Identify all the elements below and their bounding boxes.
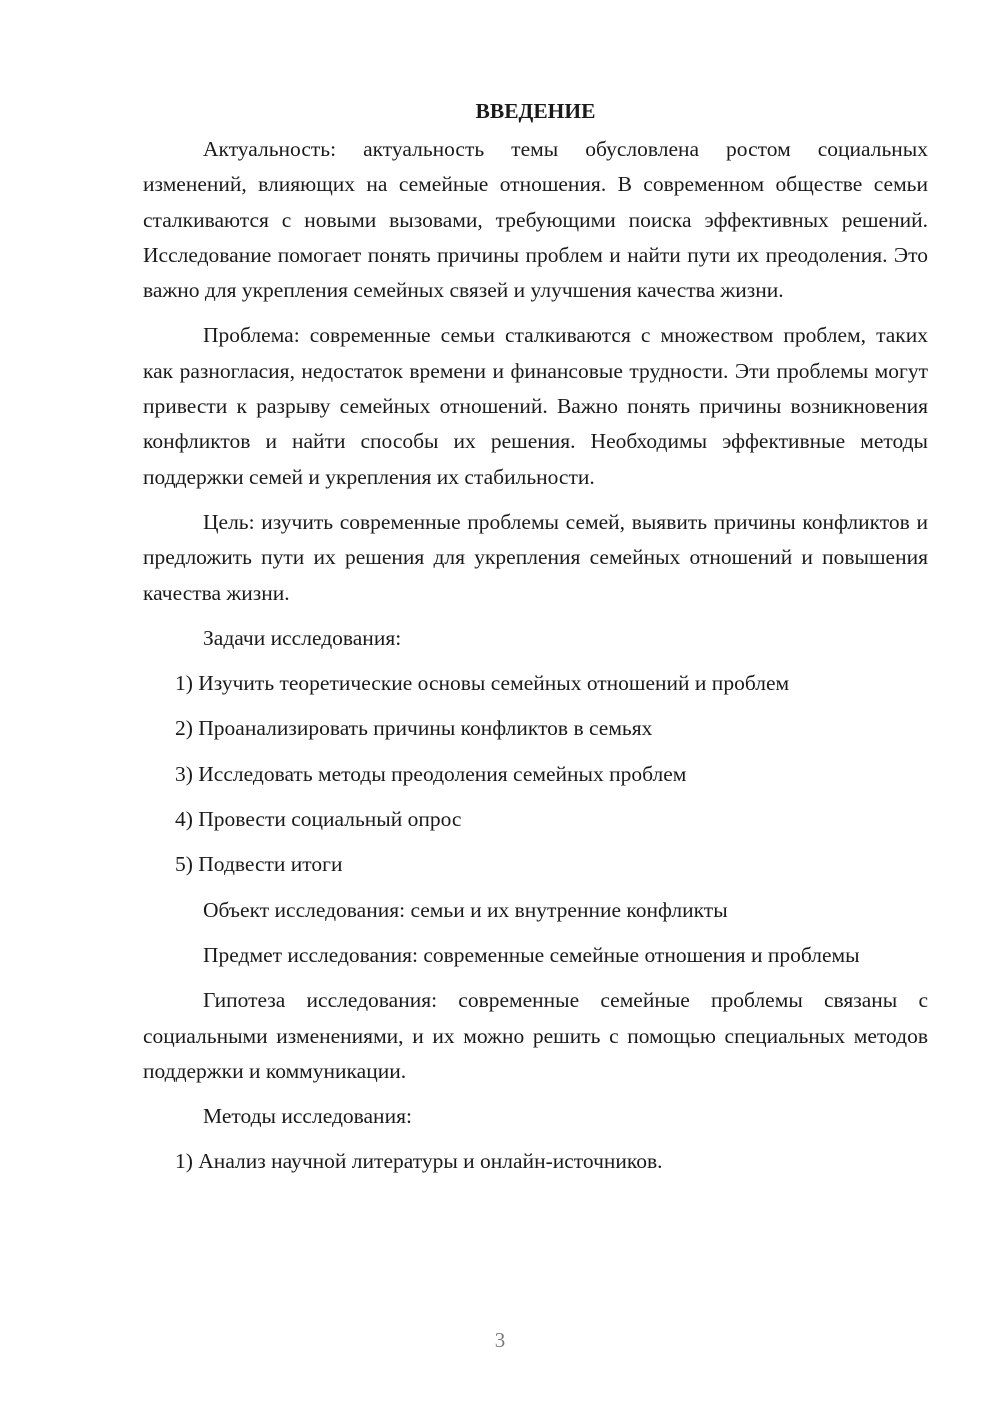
task-item: 3) Исследовать методы преодоления семейных проблем [175,761,687,786]
task-item: 2) Проанализировать причины конфликтов в семьях [175,716,653,741]
document-page [143,90,928,1180]
problem-paragraph: Проблема: современные семьи сталкиваются с множеством проблем, таких как разногласия, недостаток времени и финансовые трудности. Эти проблемы могут привести к разрыву семейных отношений. Важно понять причины возникновения конфликтов и найти способы их решения. Необходимы эффективные методы поддержки семей и укрепления их стабильности. [143,323,928,489]
hypothesis-paragraph: Гипотеза исследования: современные семейные проблемы связаны с социальными изменениями, и их можно решить с помощью специальных методов поддержки и коммуникации. [143,988,928,1083]
task-item: 1) Изучить теоретические основы семейных отношений и проблем [175,671,790,696]
task-item: 4) Провести социальный опрос [175,807,462,832]
subject-paragraph: Предмет исследования: современные семейные отношения и проблемы [203,942,860,967]
method-item: 1) Анализ научной литературы и онлайн-источников. [175,1149,663,1174]
methods-heading: Методы исследования: [203,1104,412,1129]
page-number: 3 [494,1328,506,1352]
object-paragraph: Объект исследования: семьи и их внутренние конфликты [203,897,728,922]
task-item: 5) Подвести итоги [175,852,343,877]
goal-paragraph: Цель: изучить современные проблемы семей, выявить причины конфликтов и предложить пути их решения для укрепления семейных отношений и повышения качества жизни. [143,509,928,605]
tasks-heading: Задачи исследования: [203,625,402,650]
section-title: ВВЕДЕНИЕ [475,99,596,123]
relevance-paragraph: Актуальность: актуальность темы обусловлена ростом социальных изменений, влияющих на семейные отношения. В современном обществе семьи сталкиваются с новыми вызовами, требующими поиска эффективных решений. Исследование помогает понять причины проблем и найти пути их преодоления. Это важно для укрепления семейных связей и улучшения качества жизни. [143,137,928,303]
